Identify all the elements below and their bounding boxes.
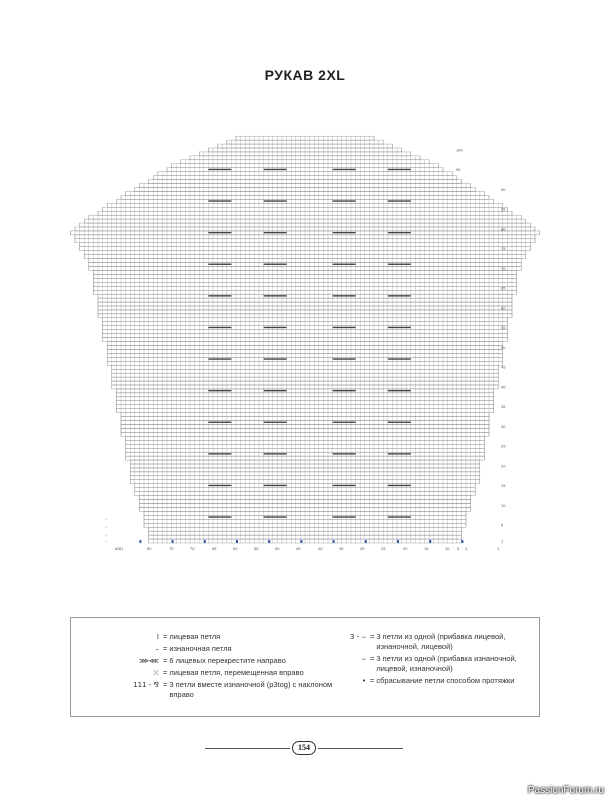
p3tog-icon: 111 - ⅋ [133, 681, 159, 689]
cable-mark [208, 516, 231, 517]
row-number: 30 [501, 423, 506, 429]
column-number: 30 [360, 546, 365, 551]
cable-mark [264, 295, 287, 296]
column-number: 82 [115, 546, 120, 551]
cable-mark [388, 169, 411, 170]
legend-item-increase-pkp: ⌣ = 3 петли из одной (прибавка изнаночной, лицевой, изнаночной) [326, 654, 531, 674]
cable-mark [388, 327, 411, 328]
row-arrow-icon: → [104, 516, 108, 521]
legend-item-knit: I = лицевая петля [111, 632, 341, 642]
increase-kpk-icon: 3 - ⌣ [349, 633, 366, 641]
cable-mark [208, 485, 231, 486]
row-number: 20 [501, 463, 506, 469]
row-number: 45 [501, 364, 506, 370]
cable-mark [208, 358, 231, 359]
column-number: 50 [275, 546, 280, 551]
column-number: 55 [254, 546, 259, 551]
cable-mark [208, 200, 231, 201]
column-number: 25 [381, 546, 386, 551]
cable-mark [333, 327, 356, 328]
page-number: 154 [292, 741, 316, 755]
cable-mark [333, 295, 356, 296]
column-number: 81 [119, 546, 124, 551]
cable-mark [208, 295, 231, 296]
column-number: 15 [424, 546, 429, 551]
page-title: РУКАВ 2XL [264, 67, 346, 83]
row-number: 50 [501, 344, 506, 350]
legend-label: лицевая петля, перемещенная вправо [169, 668, 304, 677]
row-number: 5 [501, 522, 504, 528]
cable-mark [333, 390, 356, 391]
cable-mark [264, 327, 287, 328]
chart-column-labels [115, 546, 500, 551]
blue-marker [172, 540, 174, 543]
column-number: 20 [403, 546, 408, 551]
column-number: 75 [169, 546, 174, 551]
knit-icon: I [156, 633, 159, 641]
cable-6-right-icon: ⋙⋘ [139, 657, 159, 665]
row-number: 1 [501, 538, 504, 544]
row-number: 80 [501, 226, 506, 232]
blue-marker [397, 540, 399, 543]
row-number: 25 [501, 443, 506, 449]
chart-cable-marks [139, 169, 463, 543]
row-number: 90 [501, 186, 506, 192]
cable-mark [388, 295, 411, 296]
cable-mark [333, 485, 356, 486]
drop-stitch-icon: • [361, 677, 366, 685]
cable-mark [264, 516, 287, 517]
legend-label: изнаночная петля [169, 644, 232, 653]
cable-mark [208, 422, 231, 423]
blue-marker [461, 540, 463, 543]
cable-mark [264, 232, 287, 233]
blue-marker [429, 540, 431, 543]
cable-mark [264, 200, 287, 201]
row-arrow-icon: → [104, 524, 108, 529]
cable-mark [388, 485, 411, 486]
cable-mark [333, 358, 356, 359]
purl-icon: – [155, 645, 159, 653]
blue-marker [365, 540, 367, 543]
legend-item-moved-right: ⤫ = лицевая петля, перемещенная вправо [111, 668, 341, 678]
cable-mark [388, 264, 411, 265]
cable-mark [264, 264, 287, 265]
column-number: 40 [318, 546, 323, 551]
watermark: PassionForum.ru [527, 785, 604, 796]
cable-mark [333, 169, 356, 170]
cable-mark [333, 453, 356, 454]
legend-left-column [111, 632, 341, 702]
blue-marker [268, 540, 270, 543]
cable-mark [388, 422, 411, 423]
legend-label: лицевая петля [169, 632, 221, 641]
legend-item-p3tog: 111 - ⅋ = 3 петли вместе изнаночной (p3tog) с наклоном вправо [111, 680, 341, 700]
row-number: 65 [501, 285, 506, 291]
column-number: 70 [190, 546, 195, 551]
blue-marker [139, 540, 141, 543]
cable-mark [388, 200, 411, 201]
cable-mark [208, 453, 231, 454]
legend-item-cable: ⋙⋘ = 6 лицевых перекрестите направо [111, 656, 341, 666]
cable-mark [388, 232, 411, 233]
column-number: 65 [212, 546, 217, 551]
cable-mark [264, 422, 287, 423]
legend-label: сбрасывание петли способом протяжки [376, 676, 515, 685]
column-number: 3 [465, 546, 468, 551]
cable-mark [208, 232, 231, 233]
row-number: 15 [501, 483, 506, 489]
chart-grid [70, 136, 539, 543]
row-number: 55 [501, 325, 506, 331]
legend-label: 3 петли из одной (прибавка лицевой, изнаночной, лицевой) [376, 632, 506, 651]
row-number: 60 [501, 305, 506, 311]
cable-mark [208, 169, 231, 170]
cable-mark [264, 358, 287, 359]
page-rule-right [318, 748, 403, 749]
cable-mark [388, 390, 411, 391]
page-rule-left [205, 748, 290, 749]
cable-mark [333, 516, 356, 517]
blue-marker [236, 540, 238, 543]
row-arrow-icon: → [104, 532, 108, 537]
row-number: 95 [456, 167, 461, 173]
blue-marker [204, 540, 206, 543]
cable-mark [208, 327, 231, 328]
legend-item-increase-kpk: 3 - ⌣ = 3 петли из одной (прибавка лицевой, изнаночной, лицевой) [326, 632, 531, 652]
column-number: 10 [445, 546, 450, 551]
cable-mark [388, 358, 411, 359]
row-number: 10 [501, 502, 506, 508]
column-number: 45 [296, 546, 301, 551]
cable-mark [264, 169, 287, 170]
column-number: 1 [497, 546, 500, 551]
row-arrow-icon: → [104, 538, 108, 543]
legend-item-drop-stitch: • = сбрасывание петли способом протяжки [326, 676, 531, 686]
increase-pkp-icon: ⌣ [361, 655, 366, 663]
column-number: 60 [233, 546, 238, 551]
blue-marker [333, 540, 335, 543]
legend-label: 3 петли вместе изнаночной (p3tog) с наклоном вправо [169, 680, 333, 699]
row-number: 100 [456, 147, 463, 153]
column-number: 5 [457, 546, 460, 551]
row-number: 35 [501, 404, 506, 410]
row-number: 40 [501, 384, 506, 390]
legend-item-purl: – = изнаночная петля [111, 644, 341, 654]
cable-mark [333, 200, 356, 201]
legend-right-column [326, 632, 531, 688]
row-number: 70 [501, 265, 506, 271]
blue-marker [300, 540, 302, 543]
cable-mark [333, 264, 356, 265]
cable-mark [264, 390, 287, 391]
cable-mark [208, 264, 231, 265]
legend-label: 3 петли из одной (прибавка изнаночной, лицевой, изнаночной) [376, 654, 517, 673]
cable-mark [208, 390, 231, 391]
cable-mark [264, 453, 287, 454]
row-number: 75 [501, 246, 506, 252]
cable-mark [388, 516, 411, 517]
legend-label: 6 лицевых перекрестите направо [169, 656, 286, 665]
moved-right-icon: ⤫ [153, 669, 159, 677]
legend-box [70, 617, 540, 717]
column-number: 80 [147, 546, 152, 551]
cable-mark [388, 453, 411, 454]
chart-row-arrows [104, 516, 108, 543]
column-number: 35 [339, 546, 344, 551]
cable-mark [333, 232, 356, 233]
cable-mark [333, 422, 356, 423]
cable-mark [264, 485, 287, 486]
row-number: 85 [501, 206, 506, 212]
